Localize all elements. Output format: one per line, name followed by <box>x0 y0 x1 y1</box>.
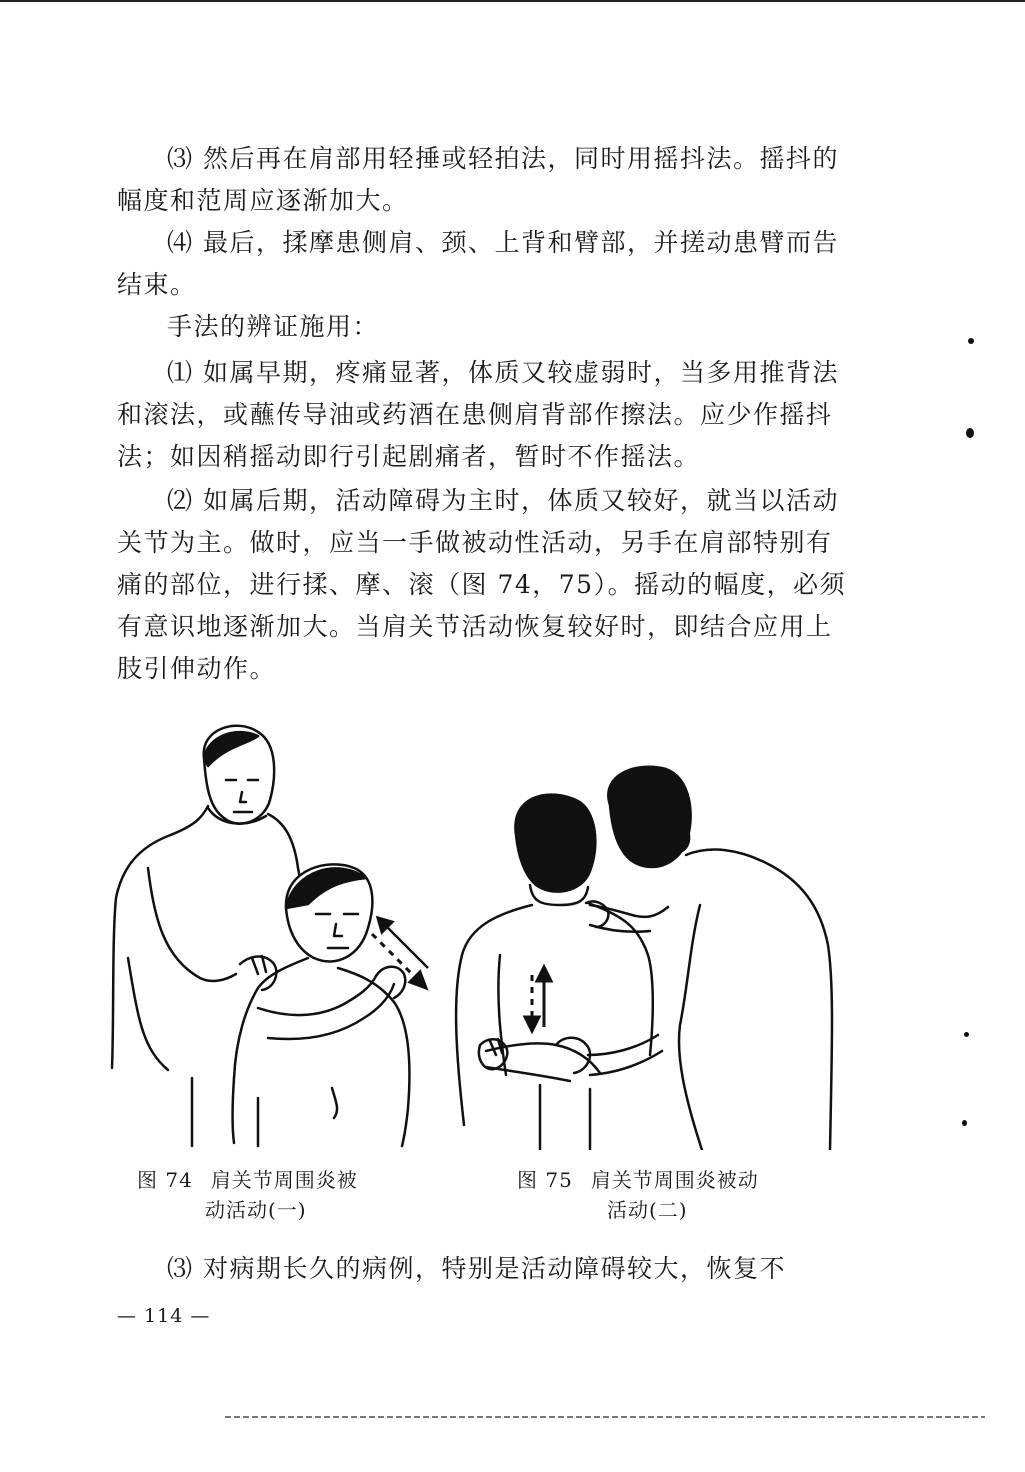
figure-74-label: 图 74 <box>137 1168 193 1192</box>
figure-75-caption-line1: 肩关节周围炎被动 <box>590 1168 759 1192</box>
scan-edge-line <box>225 1416 985 1418</box>
figure-74-caption-line1: 肩关节周围炎被 <box>210 1168 358 1192</box>
paragraph-late-stage: ⑵ 如属后期，活动障碍为主时，体质又较好，就当以活动关节为主。做时，应当一手做被动性活动，另手在肩部特别有痛的部位，进行揉、摩、滚（图 74，75）。摇动的幅度，必须有意识地逐渐加大。当肩关节活动恢复较好时，即结合应用上肢引伸动作。 <box>117 486 847 683</box>
scan-speck <box>968 338 974 344</box>
figure-75-label: 图 75 <box>517 1168 573 1192</box>
scan-speck <box>962 1120 967 1126</box>
paragraph-massage-step-4: ⑷ 最后，揉摩患侧肩、颈、上背和臂部，并搓动患臂而告结束。 <box>117 228 839 299</box>
figure-74-caption <box>137 1165 358 1225</box>
paragraph-heading-differentiation: 手法的辨证施用： <box>167 312 380 341</box>
scan-speck <box>964 1032 969 1037</box>
page-number: — 114 — <box>117 1305 211 1327</box>
figure-75-caption-line2: 活动(二) <box>607 1198 688 1222</box>
paragraph-massage-step-3: ⑶ 然后再在肩部用轻捶或轻拍法，同时用摇抖法。摇抖的幅度和范周应逐渐加大。 <box>117 144 839 215</box>
scan-speck <box>966 428 974 438</box>
figure-75-illustration <box>440 755 840 1150</box>
paragraph-early-stage: ⑴ 如属早期，疼痛显著，体质又较虚弱时，当多用推背法和滚法，或蘸传导油或药酒在患侧肩背部作擦法。应少作摇抖法；如因稍摇动即行引起剧痛者，暂时不作摇法。 <box>117 358 839 471</box>
figure-74-illustration <box>108 718 438 1148</box>
figure-75-caption <box>517 1165 759 1225</box>
figure-74-caption-line2: 动活动(一) <box>205 1198 307 1222</box>
paragraph-chronic-cases: ⑶ 对病期长久的病例，特别是活动障碍较大，恢复不 <box>167 1254 786 1283</box>
top-border <box>0 0 1025 2</box>
